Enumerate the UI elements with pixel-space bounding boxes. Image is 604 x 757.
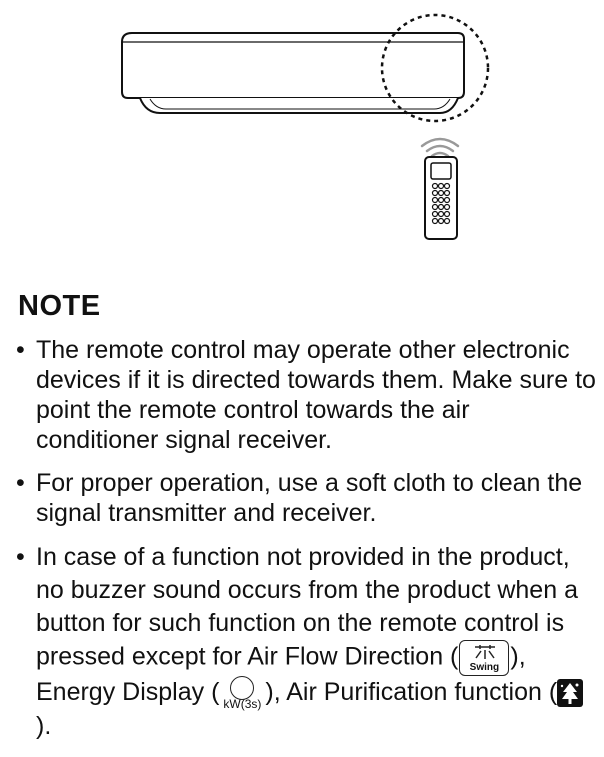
bullet-glyph: • — [16, 543, 25, 571]
bullet-glyph: • — [16, 469, 25, 497]
air-conditioner-illustration — [0, 0, 604, 260]
energy-display-icon — [219, 676, 265, 710]
indoor-unit — [122, 33, 464, 113]
note-title: NOTE — [18, 290, 101, 322]
note-item-text: ), Air Purification function ( — [265, 678, 558, 706]
air-purification-icon — [557, 679, 583, 707]
swing-label: Swing — [469, 662, 500, 673]
wireless-signal-icon — [422, 139, 458, 156]
note-item-text: For proper operation, use a soft cloth to clean the signal transmitter and receiver. — [36, 469, 583, 527]
note-item-text: ), Energy Display ( — [36, 642, 526, 706]
note-item — [16, 335, 596, 455]
note-list — [16, 335, 596, 756]
remote-control — [425, 157, 457, 239]
note-item — [16, 541, 596, 743]
kw-label: kW(3s) — [223, 697, 262, 712]
note-item — [16, 468, 596, 528]
note-item-text: ). — [36, 712, 52, 741]
swing-icon — [459, 640, 509, 676]
bullet-glyph: • — [16, 336, 25, 364]
note-item-text: The remote control may operate other electronic devices if it is directed towards them. Make sure to point the remote control towards the air conditioner signal receiver. — [36, 336, 596, 454]
note-item-text: In case of a function not provided in the product, no buzzer sound occurs from the product when a button for such function on the remote control is pressed except for Air Flow Direction ( — [36, 543, 578, 671]
